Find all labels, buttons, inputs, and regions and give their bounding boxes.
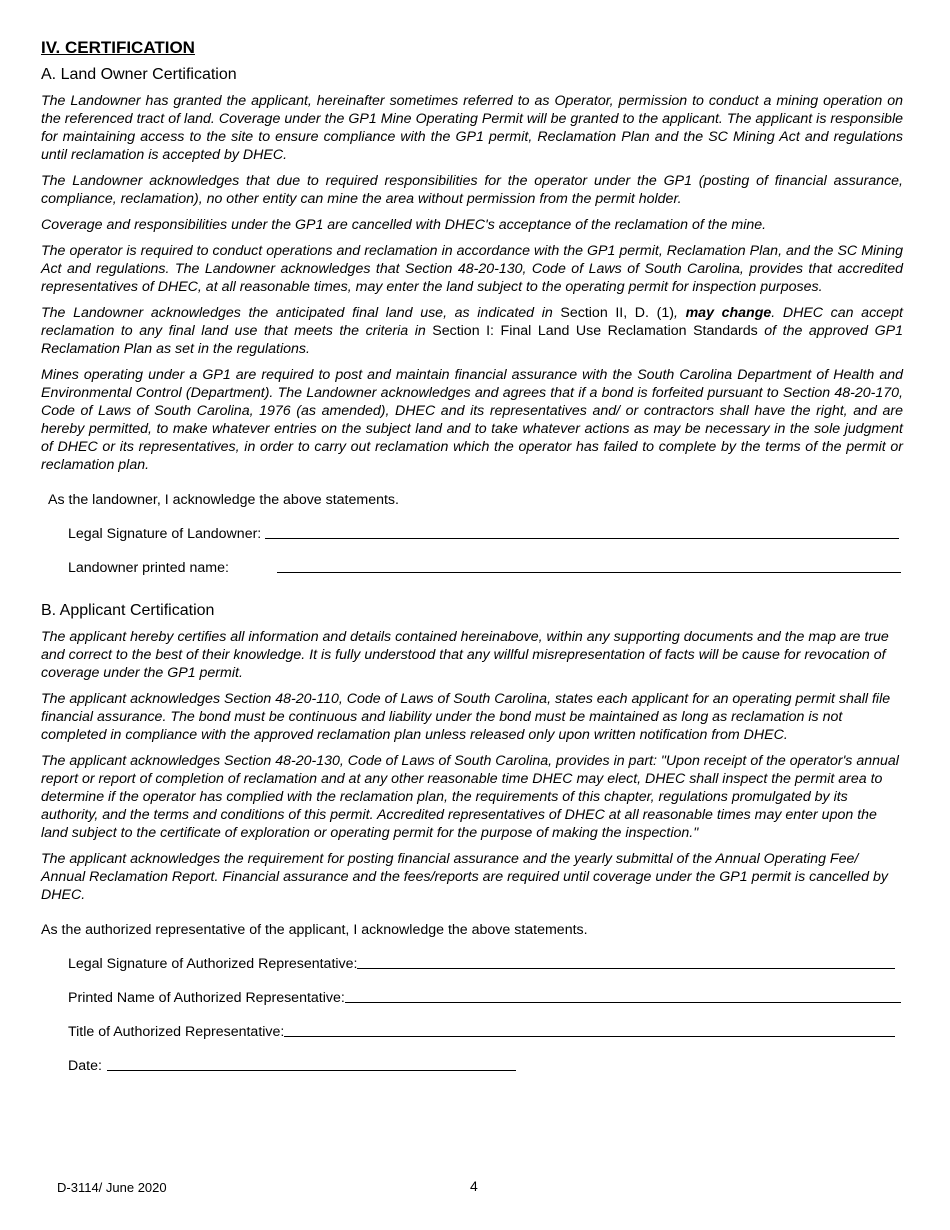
landowner-paragraph-3: Coverage and responsibilities under the GP1 are cancelled with DHEC's acceptance of the reclamation of the mine.: [41, 217, 767, 233]
landowner-signature-field[interactable]: [265, 526, 899, 539]
p5-emphasis: may change: [685, 305, 772, 321]
landowner-signature-row: [68, 526, 899, 542]
landowner-paragraph-5: [41, 304, 903, 358]
applicant-certification-title: B. Applicant Certification: [41, 602, 215, 619]
p5-text-a: The Landowner acknowledges the anticipated final land use, as indicated in: [41, 305, 561, 321]
applicant-paragraph-4: The applicant acknowledges the requirement for posting financial assurance and the yearly submittal of the Annual Operating Fee/ Annual Reclamation Report. Financial assurance and the fees/reports are required until coverage under the GP1 permit is cancelled by DHEC.: [41, 851, 888, 903]
landowner-paragraph-4: The operator is required to conduct operations and reclamation in accordance with the GP1 permit, Reclamation Plan, and the SC Mining Act and regulations. The Landowner acknowledges that Section 48-20-130, Code of Laws of South Carolina, provides that accredited representatives of DHEC, at all reasonable times, may enter the land subject to the operating permit for inspection purposes.: [41, 243, 903, 295]
landowner-certification-title: A. Land Owner Certification: [41, 66, 237, 83]
landowner-paragraph-6: Mines operating under a GP1 are required to post and maintain financial assurance with the South Carolina Department of Health and Environmental Control (Department). The Landowner acknowledges and agrees that if a bond is forfeited pursuant to Section 48-20-170, Code of Laws of South Carolina, 1976 (as amended), DHEC and its representatives and/ or contractors shall have the right, and are hereby permitted, to make whatever entries on the subject land and to take whatever actions as may be necessary in the sole judgment of DHEC or its representatives, in order to carry out reclamation which the operator has failed to complete by the terms of the permit or reclamation plan.: [41, 367, 903, 473]
rep-name-row: [68, 990, 901, 1006]
rep-name-field[interactable]: [345, 990, 901, 1003]
certification-page: [41, 38, 903, 1074]
p5-text-e: . DHEC can accept reclamation to any final land use that meets the criteria in: [41, 305, 903, 339]
p5-standards-ref: Section I: Final Land Use Reclamation Standards: [432, 323, 758, 339]
p5-text-c: ,: [673, 305, 686, 321]
rep-name-label: Printed Name of Authorized Representative:: [68, 990, 345, 1006]
date-field[interactable]: [107, 1058, 516, 1071]
page-number: 4: [470, 1178, 478, 1194]
date-label: Date:: [68, 1058, 102, 1074]
landowner-name-label: Landowner printed name:: [68, 560, 229, 576]
landowner-paragraph-1: The Landowner has granted the applicant, hereinafter sometimes referred to as Operator, permission to conduct a mining operation on the referenced tract of land. Coverage under the GP1 Mine Operating Permit will be granted to the applicant. The applicant is responsible for maintaining access to the site to ensure compliance with the GP1 permit, Reclamation Plan and the SC Mining Act and regulations until reclamation is accepted by DHEC.: [41, 93, 903, 163]
rep-title-label: Title of Authorized Representative:: [68, 1024, 285, 1040]
rep-signature-row: [68, 956, 895, 972]
landowner-signature-label: Legal Signature of Landowner:: [68, 526, 262, 542]
landowner-acknowledgement: As the landowner, I acknowledge the above statements.: [48, 492, 399, 508]
applicant-paragraph-2: The applicant acknowledges Section 48-20-110, Code of Laws of South Carolina, states each applicant for an operating permit shall file financial assurance. The bond must be continuous and liability under the bond must be maintained as long as reclamation is not completed in compliance with the approved reclamation plan unless released only upon written notification from DHEC.: [41, 691, 891, 743]
landowner-name-row: [68, 560, 901, 576]
landowner-paragraph-2: The Landowner acknowledges that due to required responsibilities for the operator under the GP1 (posting of financial assurance, compliance, reclamation), no other entity can mine the area without permission from the permit holder.: [41, 173, 903, 207]
rep-title-row: [68, 1024, 895, 1040]
rep-title-field[interactable]: [284, 1024, 895, 1037]
rep-signature-field[interactable]: [357, 956, 895, 969]
p5-section-ref: Section II, D. (1): [560, 305, 674, 321]
section-title: IV. CERTIFICATION: [41, 38, 195, 57]
landowner-name-field[interactable]: [277, 560, 901, 573]
date-row: [68, 1058, 516, 1074]
rep-signature-label: Legal Signature of Authorized Representative:: [68, 956, 358, 972]
applicant-acknowledgement: As the authorized representative of the applicant, I acknowledge the above statements.: [41, 922, 588, 938]
form-code: D-3114/ June 2020: [57, 1180, 167, 1195]
applicant-paragraph-1: The applicant hereby certifies all information and details contained hereinabove, within any supporting documents and the map are true and correct to the best of their knowledge. It is fully understood that any willful misrepresentation of facts will be cause for revocation of coverage under the GP1 permit.: [41, 629, 889, 681]
applicant-paragraph-3: The applicant acknowledges Section 48-20-130, Code of Laws of South Carolina, provides in part: "Upon receipt of the operator's annual report or report of completion of reclamation and at any other reasonable time DHEC may elect, DHEC shall inspect the permit area to determine if the operator has complied with the reclamation plan, the requirements of this chapter, regulations promulgated by its authority, and the terms and conditions of this permit. Accredited representatives of DHEC at all reasonable times may enter upon the land subject to the certificate of exploration or operating permit for the purpose of making the inspection.": [41, 753, 899, 841]
p5-text-g: of the approved GP1 Reclamation Plan as set in the regulations.: [41, 323, 903, 357]
